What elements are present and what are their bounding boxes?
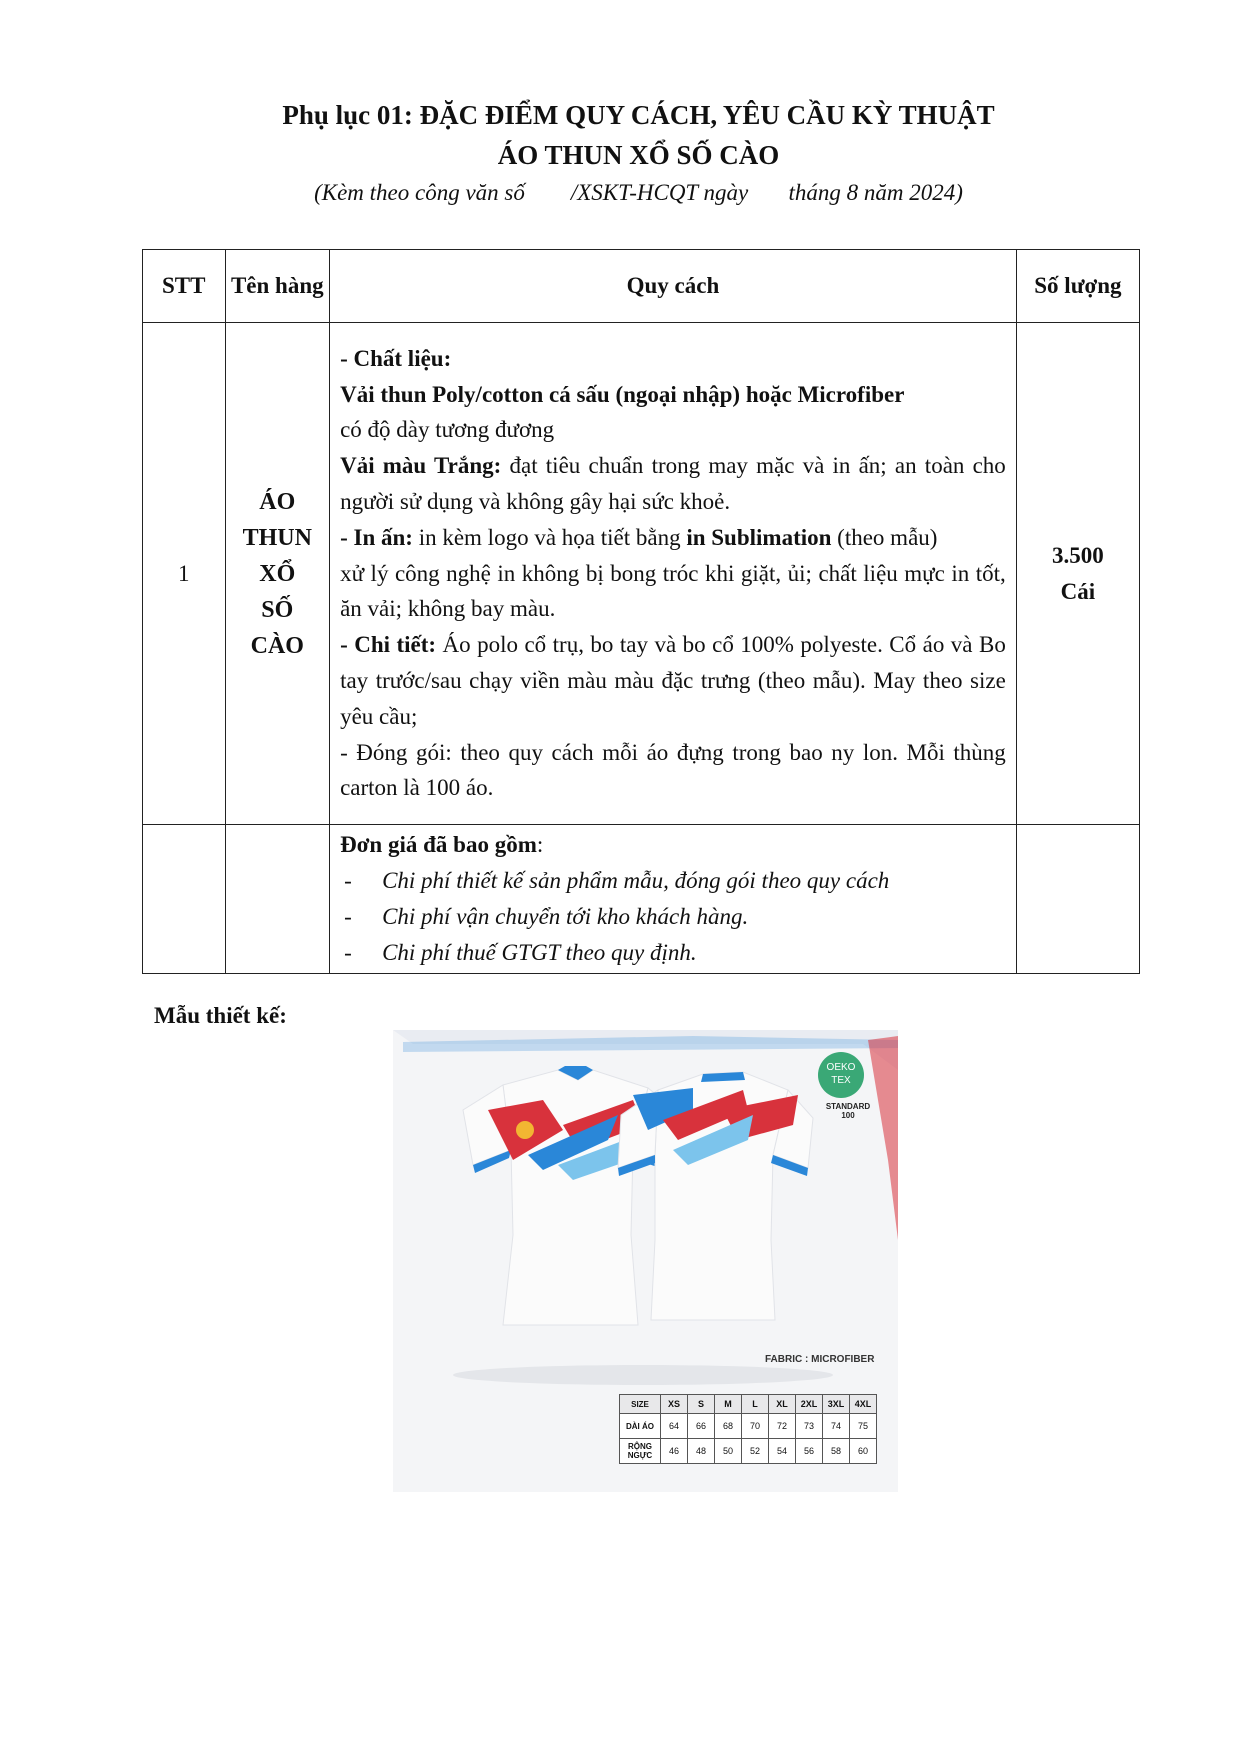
print-paragraph [340,520,1006,556]
detail-paragraph [340,627,1006,734]
price-includes-heading [340,827,1006,863]
empty-cell [143,825,226,974]
size-cell: 72 [769,1414,796,1439]
quantity-value: 3.500 [1052,542,1104,568]
size-cell: DÀI ÁO [620,1414,661,1439]
size-cell: 52 [742,1439,769,1464]
size-cell: 2XL [796,1395,823,1414]
size-cell: 48 [688,1439,715,1464]
list-item: - Chi phí thiết kế sản phẩm mẫu, đóng gói theo quy cách [340,863,1006,899]
table-header-row [143,250,1140,323]
size-cell: 3XL [823,1395,850,1414]
header-stt: STT [143,250,226,323]
oeko-line2: TEX [831,1075,851,1086]
size-row [620,1414,877,1439]
print-text-a: in kèm logo và họa tiết bằng [412,524,687,550]
product-name-line: XỔ [259,560,296,587]
fabric-label: FABRIC : MICROFIBER [765,1354,875,1365]
list-item: - Chi phí vận chuyển tới kho khách hàng. [340,899,1006,935]
size-cell: 64 [661,1414,688,1439]
size-cell: 54 [769,1439,796,1464]
print-method: in Sublimation [686,524,832,550]
material-label: - Chất liệu: [340,345,452,371]
size-cell: 46 [661,1439,688,1464]
standard-line2: 100 [841,1111,855,1120]
price-includes-list [340,863,1006,971]
size-cell: 60 [850,1439,877,1464]
table-row [143,825,1140,974]
size-cell: 70 [742,1414,769,1439]
oeko-standard-label [818,1102,878,1120]
color-text: đạt tiêu chuẩn trong may mặc và in ấn; an toàn cho người sử dụng và không gây hại sức khoẻ. [340,453,1006,514]
quantity-cell [1016,323,1139,825]
standard-line1: STANDARD [825,1102,871,1111]
empty-cell [1016,825,1139,974]
shirt-design-image [393,1030,898,1492]
print-quality-text: xử lý công nghệ in không bị bong tróc khi giặt, ủi; chất liệu mực in tốt, ăn vải; không bay màu. [340,560,1006,622]
size-cell: 66 [688,1414,715,1439]
spec-table [142,249,1140,974]
size-cell: 58 [823,1439,850,1464]
product-name-line: ÁO [259,488,296,515]
size-header-row [620,1395,877,1414]
design-sample-label: Mẫu thiết kế: [154,1003,287,1028]
size-cell: S [688,1395,715,1414]
size-cell: 56 [796,1439,823,1464]
size-cell: 4XL [850,1395,877,1414]
product-name [225,323,330,825]
product-name-line: THUN [242,524,312,551]
color-paragraph [340,448,1006,520]
price-includes-label: Đơn giá đã bao gồm [340,832,537,857]
quantity-unit: Cái [1060,578,1096,604]
specification-cell [330,323,1017,825]
size-cell: L [742,1395,769,1414]
back-shirt [618,1072,813,1320]
print-label: - In ấn: [340,524,413,550]
size-cell: 74 [823,1414,850,1439]
size-cell: M [715,1395,742,1414]
price-includes-colon: : [536,832,544,857]
page-title-line1: Phụ lục 01: ĐẶC ĐIỂM QUY CÁCH, YÊU CẦU KỲ THUẬT [282,100,995,130]
size-cell: SIZE [620,1395,661,1414]
product-name-line: SỐ [261,596,294,623]
size-cell: XS [661,1395,688,1414]
size-cell: 68 [715,1414,742,1439]
header-spec: Quy cách [330,250,1017,323]
size-cell: RỘNG NGỰC [620,1439,661,1464]
size-cell: XL [769,1395,796,1414]
size-cell: 50 [715,1439,742,1464]
price-includes-cell [330,825,1017,974]
product-name-line: CÀO [250,632,304,659]
detail-label: - Chi tiết: [340,632,437,658]
material-fabric-tail: có độ dày tương đương [340,417,555,443]
oeko-tex-logo [818,1052,864,1098]
header-name: Tên hàng [225,250,330,323]
size-row [620,1439,877,1464]
page-title-line2: ÁO THUN XỔ SỐ CÀO [497,140,780,170]
document-subtitle: (Kèm theo công văn số /XSKT-HCQT ngày tháng 8 năm 2024) [314,180,963,205]
size-cell: 73 [796,1414,823,1439]
list-item: - Chi phí thuế GTGT theo quy định. [340,935,1006,971]
oeko-line1: OEKO [826,1062,856,1073]
empty-cell [225,825,330,974]
header-qty: Số lượng [1016,250,1139,323]
row-stt: 1 [143,323,226,825]
packing-text: - Đóng gói: theo quy cách mỗi áo đựng trong bao ny lon. Mỗi thùng carton là 100 áo. [340,739,1006,801]
material-fabric: Vải thun Poly/cotton cá sấu (ngoại nhập) hoặc Microfiber [340,381,905,407]
color-label: Vải màu Trắng: [340,453,502,479]
table-row [143,323,1140,825]
detail-text: Áo polo cổ trụ, bo tay và bo cổ 100% polyeste. Cổ áo và Bo tay trước/sau chạy viền màu màu đặc trưng (theo mẫu). May theo size yêu cầu; [340,632,1006,729]
size-chart [619,1394,877,1464]
print-text-b: (theo mẫu) [831,524,938,550]
size-cell: 75 [850,1414,877,1439]
